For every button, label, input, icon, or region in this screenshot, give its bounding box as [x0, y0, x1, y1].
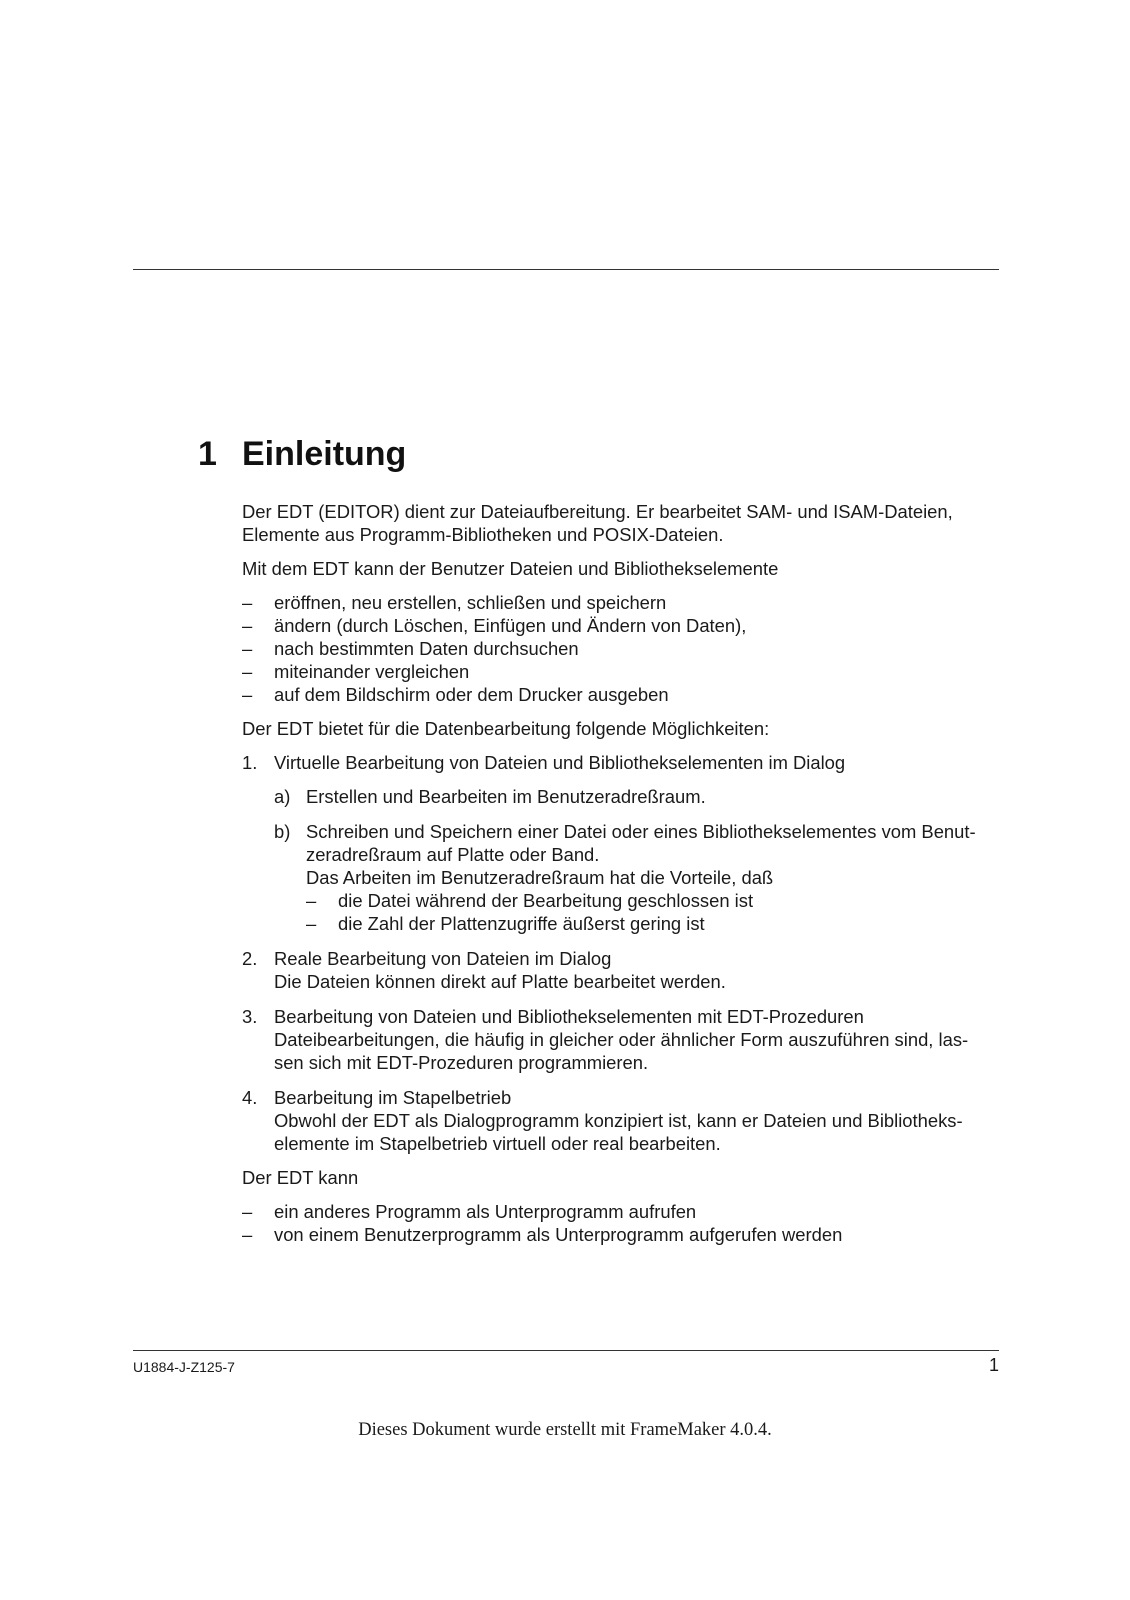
sub-list: [242, 785, 1002, 935]
dash-bullet: –: [242, 638, 253, 659]
list-item: – miteinander vergleichen: [242, 661, 470, 682]
numbered-item-3: 3. Bearbeitung von Dateien und Bibliothekselementen mit EDT-Prozeduren Dateibearbeitungen, die häufig in gleicher oder ähnlicher Form auszuführen sind, las- sen sich mit EDT-Prozeduren programmieren.: [242, 1006, 969, 1073]
options-list: [242, 751, 1002, 1155]
capabilities-list: [242, 591, 1002, 706]
list-item: – auf dem Bildschirm oder dem Drucker ausgeben: [242, 684, 669, 705]
chapter-body: [242, 500, 1002, 1246]
chapter-number: 1: [198, 435, 217, 473]
dash-bullet: –: [242, 615, 253, 636]
list-item: – die Datei während der Bearbeitung geschlossen ist: [306, 890, 754, 911]
dash-bullet: –: [242, 592, 253, 613]
list-item: – von einem Benutzerprogramm als Unterprogramm aufgerufen werden: [242, 1224, 843, 1245]
list-item: – ein anderes Programm als Unterprogramm aufrufen: [242, 1201, 697, 1222]
capabilities-lead: Mit dem EDT kann der Benutzer Dateien und Bibliothekselemente: [242, 558, 779, 579]
closing-list: [242, 1200, 1002, 1246]
intro-line-1: Der EDT (EDITOR) dient zur Dateiaufbereitung. Er bearbeitet SAM- und ISAM-Dateien,: [242, 501, 953, 522]
closing-lead: Der EDT kann: [242, 1167, 359, 1188]
dash-bullet: –: [242, 1201, 253, 1222]
dash-bullet: –: [306, 890, 317, 911]
list-item: – eröffnen, neu erstellen, schließen und speichern: [242, 592, 667, 613]
numbered-item-1: 1. Virtuelle Bearbeitung von Dateien und Bibliothekselementen im Dialog: [242, 752, 846, 773]
dash-bullet: –: [242, 684, 253, 705]
footer-doc-id: U1884-J-Z125-7: [133, 1359, 235, 1375]
chapter-heading: [198, 434, 406, 474]
sub-item-b: b) Schreiben und Speichern einer Datei oder eines Bibliothekselementes vom Benut- zeradreßraum auf Platte oder Band. Das Arbeiten im Benutzeradreßraum hat die Vorteile, daß – die Datei während der Bearbeitung geschlossen ist – die Zahl der Plattenzugriffe äußerst gering ist: [274, 820, 1002, 935]
dash-bullet: –: [306, 913, 317, 934]
producer-note: Dieses Dokument wurde erstellt mit FrameMaker 4.0.4.: [358, 1420, 772, 1440]
list-item: – die Zahl der Plattenzugriffe äußerst gering ist: [306, 913, 705, 934]
options-lead: Der EDT bietet für die Datenbearbeitung folgende Möglichkeiten:: [242, 718, 770, 739]
footer-rule: [133, 1350, 999, 1351]
list-item: – nach bestimmten Daten durchsuchen: [242, 638, 579, 659]
numbered-item-2: 2. Reale Bearbeitung von Dateien im Dialog Die Dateien können direkt auf Platte bearbeitet werden.: [242, 948, 726, 992]
header-rule: [133, 269, 999, 270]
sub-item-a: a) Erstellen und Bearbeiten im Benutzeradreßraum.: [274, 786, 706, 807]
page-number: 1: [988, 1355, 999, 1375]
intro-line-2: Elemente aus Programm-Bibliotheken und POSIX-Dateien.: [242, 524, 724, 545]
chapter-title: Einleitung: [242, 435, 407, 473]
dash-bullet: –: [242, 661, 253, 682]
list-item: – ändern (durch Löschen, Einfügen und Ändern von Daten),: [242, 615, 747, 636]
numbered-item-4: 4. Bearbeitung im Stapelbetrieb Obwohl der EDT als Dialogprogramm konzipiert ist, kann er Dateien und Bibliotheks- elemente im Stapelbetrieb virtuell oder real bearbeiten.: [242, 1087, 963, 1154]
dash-bullet: –: [242, 1224, 253, 1245]
